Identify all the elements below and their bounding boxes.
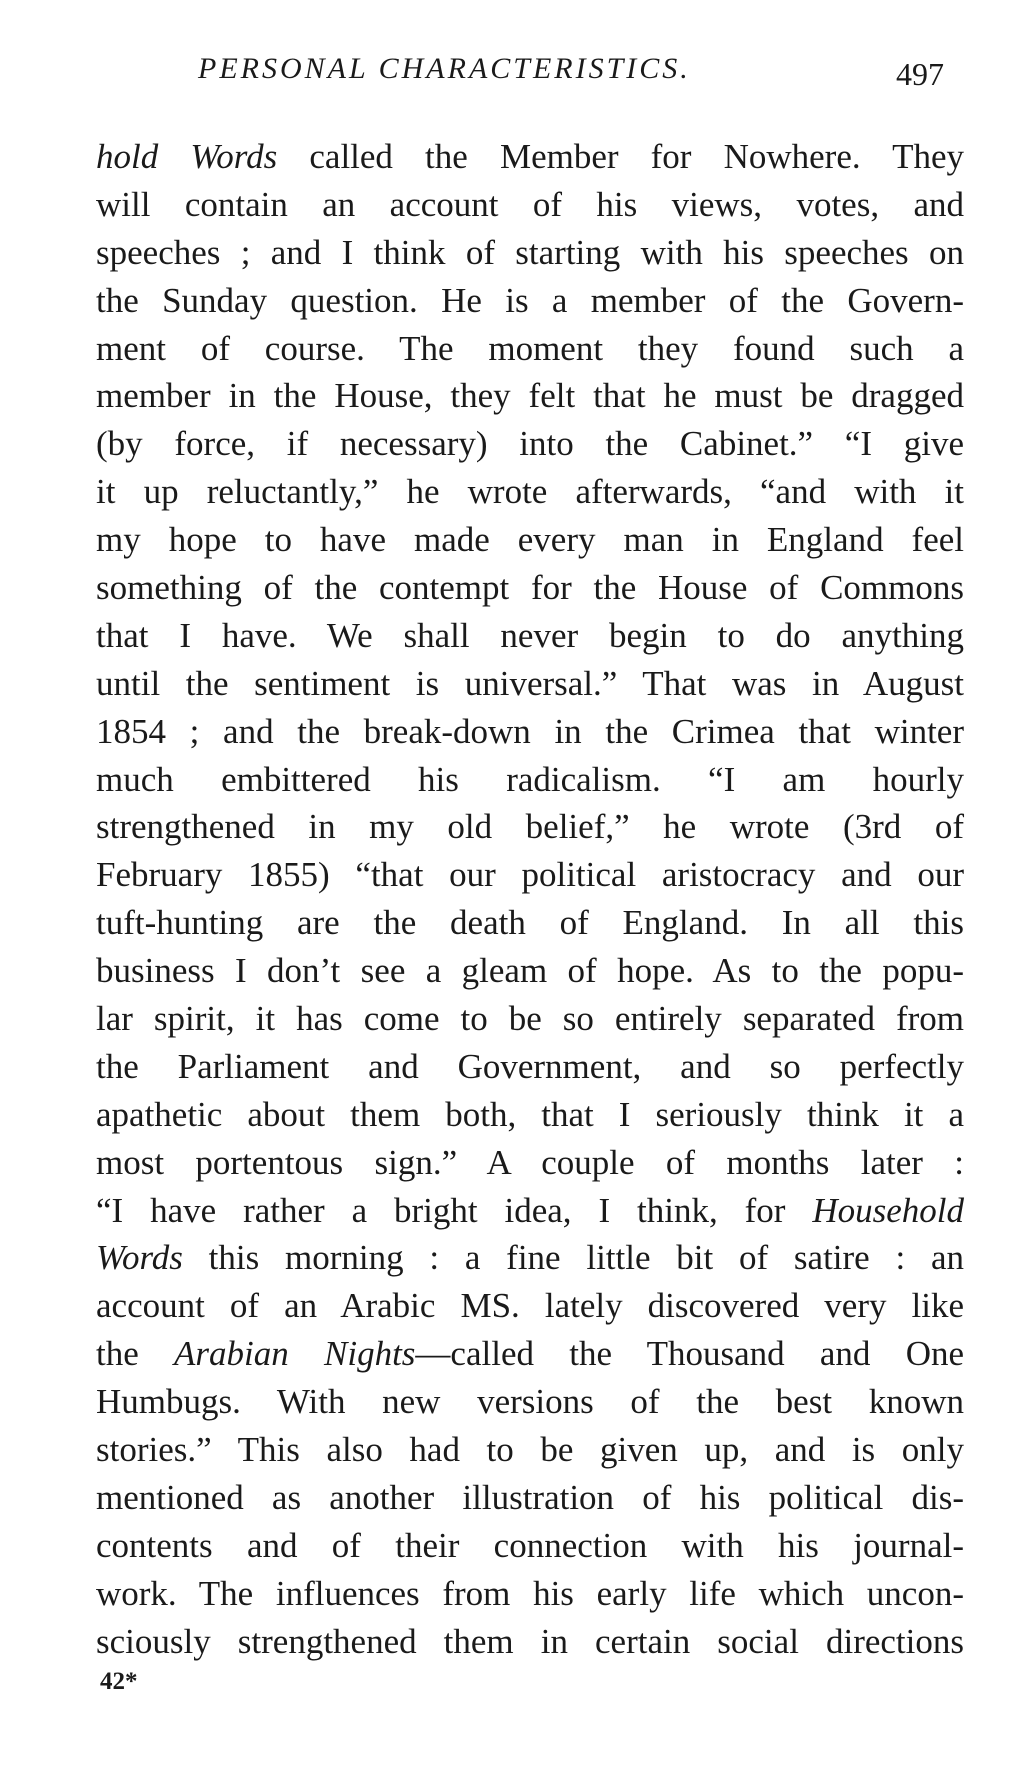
text-line <box>96 612 964 660</box>
text-run: most portentous sign.” A couple of months later : <box>96 1142 964 1182</box>
text-run: —called the Thousand and One <box>415 1334 965 1374</box>
text-line <box>96 420 964 468</box>
text-run: mentioned as another illustration of his political dis- <box>96 1477 964 1517</box>
text-run: February 1855) “that our political aristocracy and our <box>96 855 964 895</box>
text-run: it up reluctantly,” he wrote afterwards, “and with it <box>96 472 964 512</box>
text-line <box>96 564 964 612</box>
text-line <box>96 372 964 420</box>
text-line <box>96 708 964 756</box>
text-line <box>96 1426 964 1474</box>
text-run: the <box>96 1334 175 1374</box>
body-text <box>96 133 964 1666</box>
text-run: the Parliament and Government, and so perfectly <box>96 1046 964 1086</box>
text-run: business I don’t see a gleam of hope. As to the popu- <box>96 951 964 991</box>
text-run: much embittered his radicalism. “I am hourly <box>96 759 964 799</box>
text-line <box>96 947 964 995</box>
text-run: this morning : a fine little bit of satire : an <box>182 1238 964 1278</box>
text-line <box>96 1234 964 1282</box>
text-line <box>96 516 964 564</box>
signature-mark: 42* <box>100 1668 138 1695</box>
text-run: lar spirit, it has come to be so entirely separated from <box>96 999 964 1039</box>
text-run: (by force, if necessary) into the Cabinet.” “I give <box>96 424 964 464</box>
text-line <box>96 660 964 708</box>
text-line <box>96 325 964 373</box>
text-run: 1854 ; and the break-down in the Crimea that winter <box>96 711 964 751</box>
text-line <box>96 995 964 1043</box>
text-run: member in the House, they felt that he must be dragged <box>96 376 964 416</box>
text-line <box>96 277 964 325</box>
text-run: account of an Arabic MS. lately discovered very like <box>96 1286 964 1326</box>
text-run: called the Member for Nowhere. They <box>277 137 965 176</box>
text-line <box>96 229 964 277</box>
page-header <box>0 44 1019 94</box>
text-line <box>96 756 964 804</box>
text-line <box>96 1522 964 1570</box>
text-run: speeches ; and I think of starting with his speeches on <box>96 232 964 272</box>
text-run: that I have. We shall never begin to do anything <box>96 615 964 655</box>
text-run: ment of course. The moment they found such a <box>96 328 964 368</box>
text-run: until the sentiment is universal.” That was in August <box>96 663 964 703</box>
text-run: “I have rather a bright idea, I think, for <box>96 1190 813 1230</box>
text-run: Humbugs. With new versions of the best known <box>96 1382 964 1422</box>
text-line <box>96 1091 964 1139</box>
text-line <box>96 468 964 516</box>
page-number: 497 <box>896 56 944 92</box>
text-run: tuft-hunting are the death of England. In all this <box>96 903 964 943</box>
text-line <box>96 1378 964 1426</box>
text-run: the Sunday question. He is a member of the Govern- <box>96 280 964 320</box>
text-line <box>96 1187 964 1235</box>
text-run: my hope to have made every man in England feel <box>96 520 964 560</box>
text-run: strengthened in my old belief,” he wrote (3rd of <box>96 807 964 847</box>
text-line <box>96 1043 964 1091</box>
text-line <box>96 1570 964 1618</box>
text-line <box>96 1139 964 1187</box>
italic-run: Arabian Nights <box>174 1334 416 1374</box>
text-run: something of the contempt for the House of Commons <box>96 568 964 608</box>
italic-run: hold Words <box>96 137 278 176</box>
running-head: PERSONAL CHARACTERISTICS. <box>198 52 691 85</box>
text-line <box>96 1282 964 1330</box>
text-line <box>96 181 964 229</box>
text-line <box>96 1474 964 1522</box>
text-run: work. The influences from his early life which uncon- <box>96 1573 964 1613</box>
text-run: apathetic about them both, that I seriously think it a <box>96 1094 964 1134</box>
text-line <box>96 803 964 851</box>
text-line <box>96 1618 964 1666</box>
text-line <box>96 1330 964 1378</box>
text-line <box>96 899 964 947</box>
text-run: contents and of their connection with his journal- <box>96 1525 964 1565</box>
italic-run: Words <box>96 1238 183 1278</box>
text-line <box>96 133 964 181</box>
text-line <box>96 851 964 899</box>
text-run: sciously strengthened them in certain social directions <box>96 1621 964 1661</box>
italic-run: Household <box>812 1190 964 1230</box>
text-run: will contain an account of his views, votes, and <box>96 184 964 224</box>
text-run: stories.” This also had to be given up, and is only <box>96 1430 964 1470</box>
